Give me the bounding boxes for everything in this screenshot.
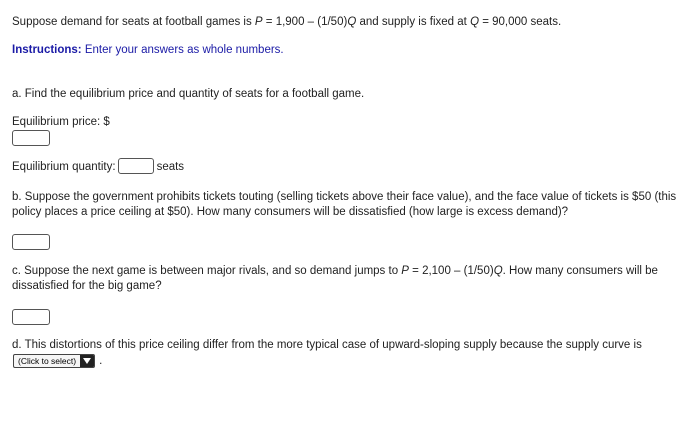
instructions-label: Instructions: [12,44,82,56]
part-c-p-symbol: P [401,265,409,277]
equilibrium-quantity-row [12,159,184,175]
intro-supply: = 90,000 seats. [479,16,562,28]
supply-curve-select-label: (Click to select) [18,356,77,366]
intro-q2-symbol: Q [470,16,480,28]
intro-p-symbol: P [254,16,263,28]
part-a-question: a. Find the equilibrium price and quantity of seats for a football game. [12,88,365,100]
intro-middle: and supply is fixed at [356,16,471,28]
excess-demand-input[interactable] [12,234,50,250]
supply-curve-select-row [13,354,102,368]
chevron-down-icon[interactable] [80,355,94,367]
part-c-prefix: c. Suppose the next game is between major rivals, and so demand jumps to [12,265,402,277]
part-b-question: b. Suppose the government prohibits tickets touting (selling tickets above their face value), and the face value of tickets is $50 (this policy places a price ceiling at $50). How many consumers will be dissatisfied (how large is excess demand)? [12,191,677,218]
intro-q-symbol: Q [347,16,357,28]
big-game-dissatisfied-input[interactable] [12,309,50,325]
instructions-text: Enter your answers as whole numbers. [81,44,284,56]
part-c-question [12,264,677,293]
equilibrium-price-input[interactable] [12,130,50,146]
intro-equation: = 1,900 – (1/50) [262,16,348,28]
supply-curve-select[interactable] [13,354,95,368]
part-d-question: d. This distortions of this price ceiling differ from the more typical case of upward-sloping supply because the supply curve is [12,339,642,351]
equilibrium-price-label: Equilibrium price: $ [12,116,110,128]
equilibrium-quantity-unit: seats [156,161,185,174]
problem-statement [12,15,561,29]
part-c-equation: = 2,100 – (1/50) [408,265,494,277]
equilibrium-quantity-label: Equilibrium quantity: [12,161,116,174]
part-c-suffix: . How many consumers will be dissatisfied for the big game? [12,265,658,292]
instructions [12,43,284,57]
part-c-q-symbol: Q [493,265,503,277]
part-d-period: . [99,355,103,367]
equilibrium-quantity-input[interactable] [118,158,154,174]
intro-prefix: Suppose demand for seats at football games is [12,16,255,28]
